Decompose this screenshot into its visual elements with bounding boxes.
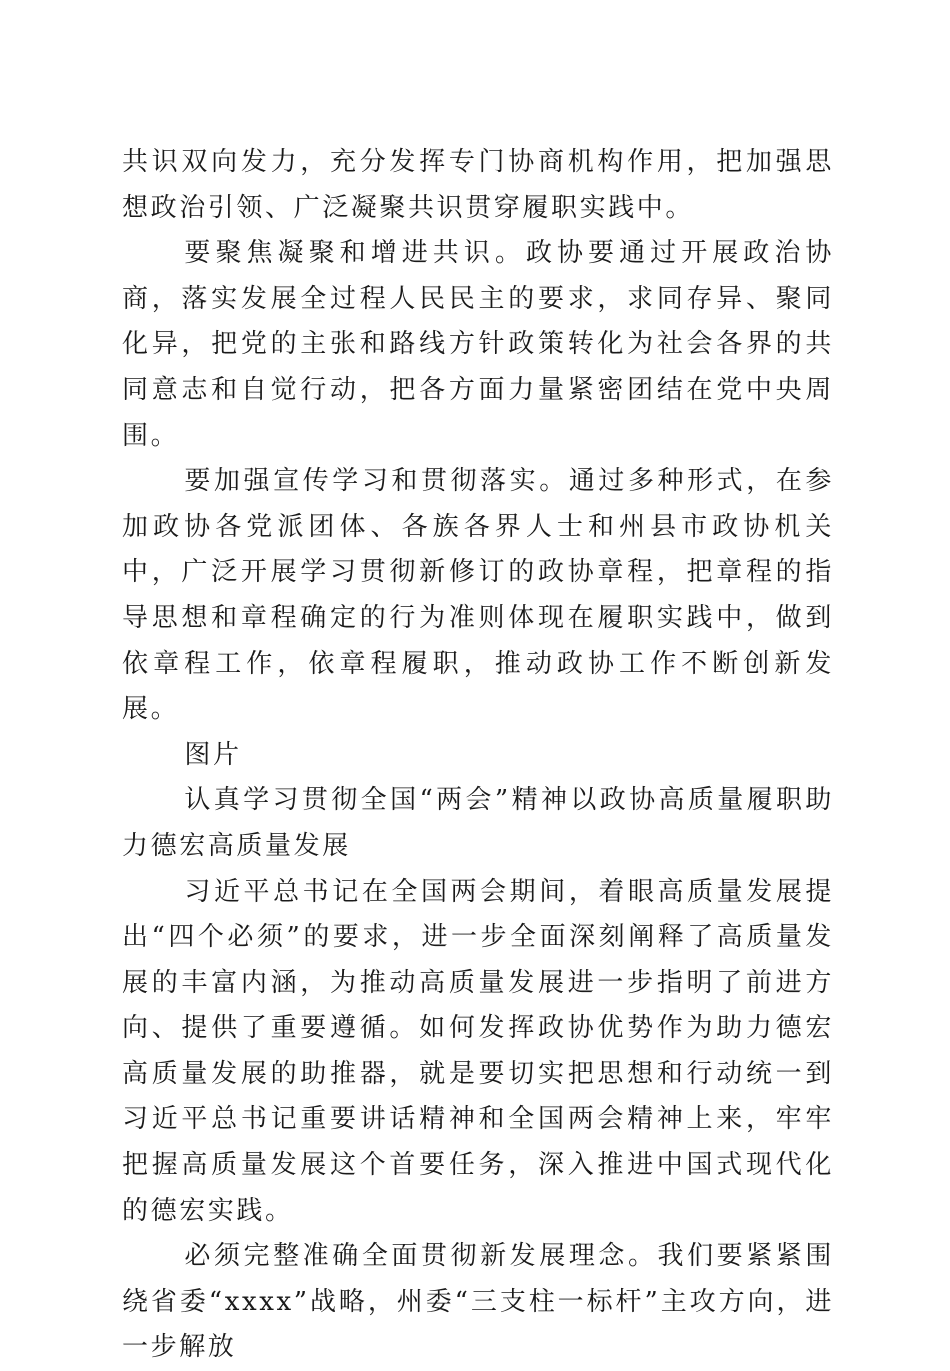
section-title: 认真学习贯彻全国“两会”精神以政协高质量履职助力德宏高质量发展 [122, 785, 834, 861]
paragraph-continuation: 共识双向发力，充分发挥专门协商机构作用，把加强思想政治引领、广泛凝聚共识贯穿履职实践中。 [122, 147, 834, 223]
body-text [122, 140, 834, 1371]
paragraph-study-implementation: 要加强宣传学习和贯彻落实。通过多种形式，在参加政协各党派团体、各族各界人士和州县市政协机关中，广泛开展学习贯彻新修订的政协章程，把章程的指导思想和章程确定的行为准则体现在履职实践中，做到依章程工作，依章程履职，推动政协工作不断创新发展。 [122, 466, 834, 725]
paragraph-consensus: 要聚焦凝聚和增进共识。政协要通过开展政治协商，落实发展全过程人民民主的要求，求同存异、聚同化异，把党的主张和路线方针政策转化为社会各界的共同意志和自觉行动，把各方面力量紧密团结在党中央周围。 [122, 238, 834, 451]
image-placeholder-label: 图片 [184, 739, 242, 770]
paragraph-high-quality-development: 习近平总书记在全国两会期间，着眼高质量发展提出“四个必须”的要求，进一步全面深刻阐释了高质量发展的丰富内涵，为推动高质量发展进一步指明了前进方向、提供了重要遵循。如何发挥政协优势作为助力德宏高质量发展的助推器，就是要切实把思想和行动统一到习近平总书记重要讲话精神和全国两会精神上来，牢牢把握高质量发展这个首要任务，深入推进中国式现代化的德宏实践。 [122, 876, 834, 1226]
paragraph-new-development-concept: 必须完整准确全面贯彻新发展理念。我们要紧紧围绕省委“xxxx”战略，州委“三支柱一标杆”主攻方向，进一步解放 [122, 1241, 834, 1363]
